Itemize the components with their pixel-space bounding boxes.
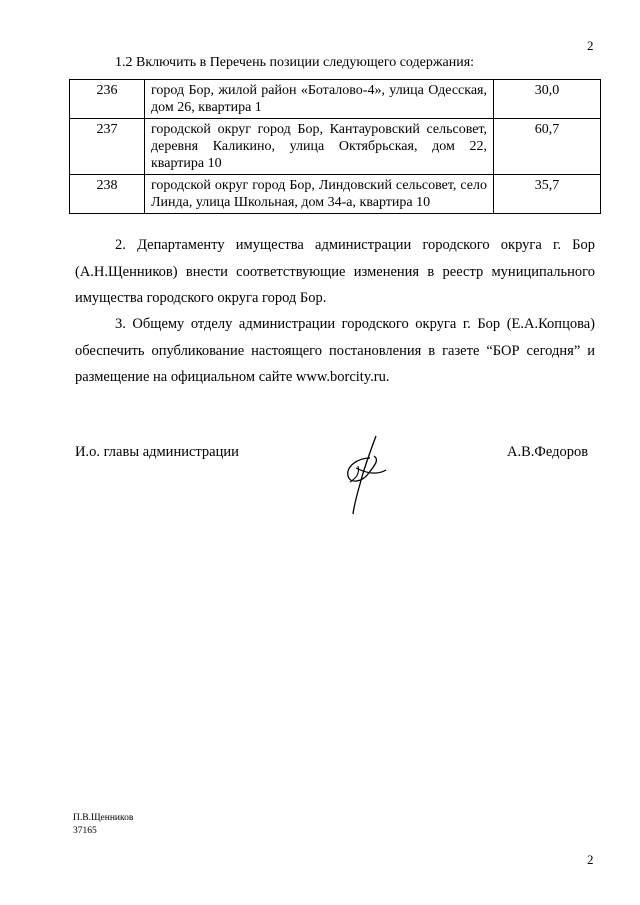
page-number-bottom: 2 — [587, 852, 594, 867]
executor-name: П.В.Щенников — [73, 813, 134, 823]
row-area: 35,7 — [494, 175, 601, 214]
paragraph-3: 3. Общему отделу администрации городского округа г. Бор (Е.А.Копцова) обеспечить опубликование настоящего постановления в газете “БОР сегодня” и размещение на официальном сайте www.borcity.ru. — [75, 316, 595, 385]
row-address: городской округ город Бор, Линдовский сельсовет, село Линда, улица Школьная, дом 34-а, квартира 10 — [145, 175, 494, 214]
signature-role: И.о. главы администрации — [75, 444, 239, 460]
signature-name: А.В.Федоров — [507, 444, 589, 460]
row-area: 30,0 — [494, 80, 601, 119]
row-area: 60,7 — [494, 119, 601, 175]
row-number: 238 — [70, 175, 145, 214]
row-address: город Бор, жилой район «Боталово-4», улица Одесская, дом 26, квартира 1 — [145, 80, 494, 119]
page-number-top: 2 — [587, 38, 594, 53]
positions-table — [69, 79, 601, 214]
row-address: городской округ город Бор, Кантауровский сельсовет, деревня Каликино, улица Октябрьская, дом 22, квартира 10 — [145, 119, 494, 175]
executor-phone: 37165 — [73, 826, 97, 836]
intro-text: 1.2 Включить в Перечень позиции следующего содержания: — [115, 55, 475, 70]
row-number: 237 — [70, 119, 145, 175]
paragraph-2: 2. Департаменту имущества администрации городского округа г. Бор (А.Н.Щенников) внести соответствующие изменения в реестр муниципального имущества городского округа город Бор. — [75, 237, 595, 306]
table-row — [70, 119, 601, 175]
table-row — [70, 80, 601, 119]
row-number: 236 — [70, 80, 145, 119]
table-row — [70, 175, 601, 214]
handwritten-signature — [336, 432, 396, 527]
